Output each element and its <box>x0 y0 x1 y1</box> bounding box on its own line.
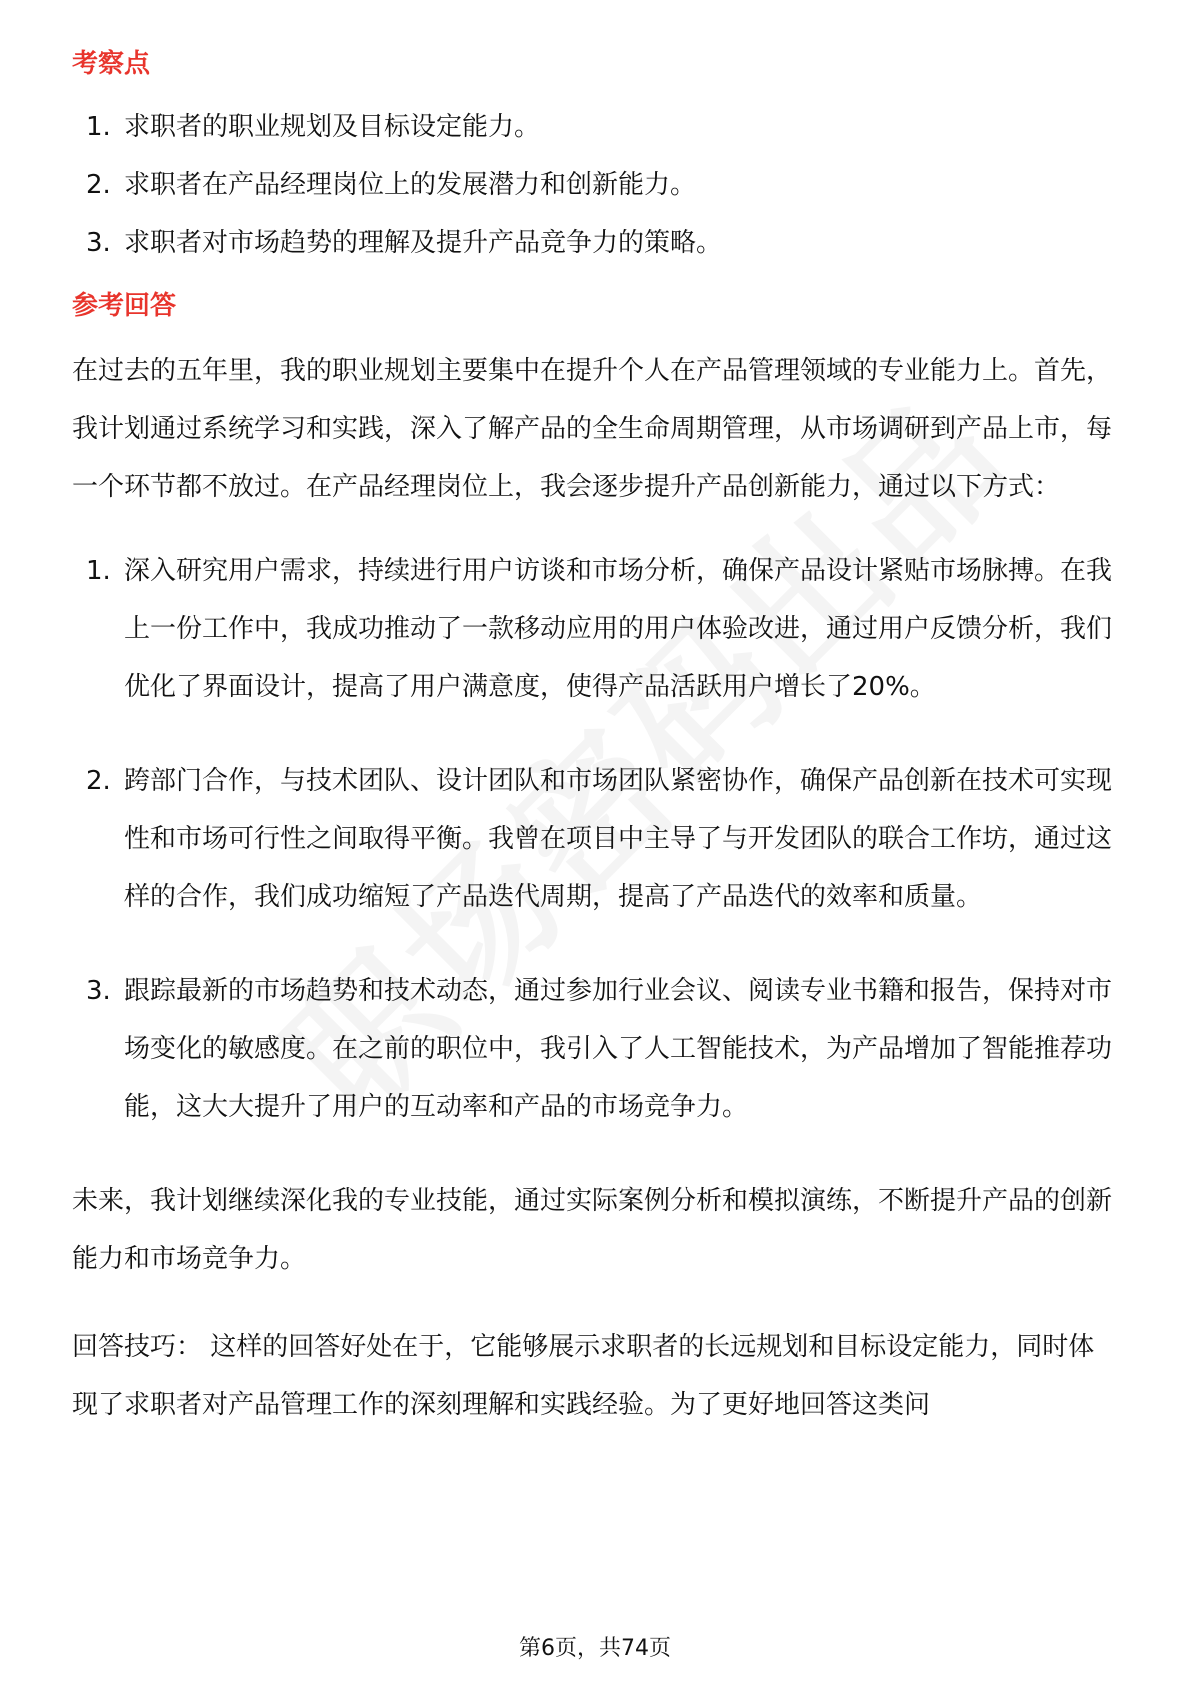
list-item-text: 深入研究用户需求，持续进行用户访谈和市场分析，确保产品设计紧贴市场脉搏。在我上一份工作中，我成功推动了一款移动应用的用户体验改进，通过用户反馈分析，我们优化了界面设计，提高了用户满意度，使得产品活跃用户增长了20%。 <box>124 556 1113 702</box>
list-item-text: 求职者的职业规划及目标设定能力。 <box>124 112 541 142</box>
list-item-number: 2. <box>86 170 111 200</box>
list-item-text: 跨部门合作，与技术团队、设计团队和市场团队紧密协作，确保产品创新在技术可实现性和市场可行性之间取得平衡。我曾在项目中主导了与开发团队的联合工作坊，通过这样的合作，我们成功缩短了产品迭代周期，提高了产品迭代的效率和质量。 <box>124 766 1113 912</box>
list-item-text: 求职者对市场趋势的理解及提升产品竞争力的策略。 <box>124 228 723 258</box>
list-item-text: 求职者在产品经理岗位上的发展潜力和创新能力。 <box>124 170 697 200</box>
list-item <box>72 214 1118 272</box>
list-item-number: 3. <box>86 228 111 258</box>
answer-closing-paragraph: 未来，我计划继续深化我的专业技能，通过实际案例分析和模拟演练，不断提升产品的创新能力和市场竞争力。 <box>72 1186 1113 1274</box>
section-title-assessment: 考察点 <box>72 49 151 79</box>
section-title-reference-answer: 参考回答 <box>72 291 177 321</box>
list-item <box>72 542 1118 716</box>
page-number: 第6页，共74页 <box>519 1636 671 1661</box>
answer-list <box>72 542 1118 1136</box>
list-item <box>72 962 1118 1136</box>
list-item <box>72 752 1118 926</box>
answer-intro-paragraph: 在过去的五年里，我的职业规划主要集中在提升个人在产品管理领域的专业能力上。首先，我计划通过系统学习和实践，深入了解产品的全生命周期管理，从市场调研到产品上市，每一个环节都不放过。在产品经理岗位上，我会逐步提升产品创新能力，通过以下方式： <box>72 356 1113 502</box>
list-item-text: 跟踪最新的市场趋势和技术动态，通过参加行业会议、阅读专业书籍和报告，保持对市场变化的敏感度。在之前的职位中，我引入了人工智能技术，为产品增加了智能推荐功能，这大大提升了用户的互动率和产品的市场竞争力。 <box>124 976 1113 1122</box>
answer-tips-paragraph: 回答技巧： 这样的回答好处在于，它能够展示求职者的长远规划和目标设定能力，同时体现了求职者对产品管理工作的深刻理解和实践经验。为了更好地回答这类问 <box>72 1332 1095 1420</box>
list-item-number: 1. <box>86 112 111 142</box>
list-item-number: 2. <box>86 766 111 796</box>
list-item <box>72 156 1118 214</box>
list-item-number: 1. <box>86 556 111 586</box>
list-item-number: 3. <box>86 976 111 1006</box>
assessment-list <box>72 98 1118 272</box>
page-content <box>72 44 1118 1434</box>
list-item <box>72 98 1118 156</box>
